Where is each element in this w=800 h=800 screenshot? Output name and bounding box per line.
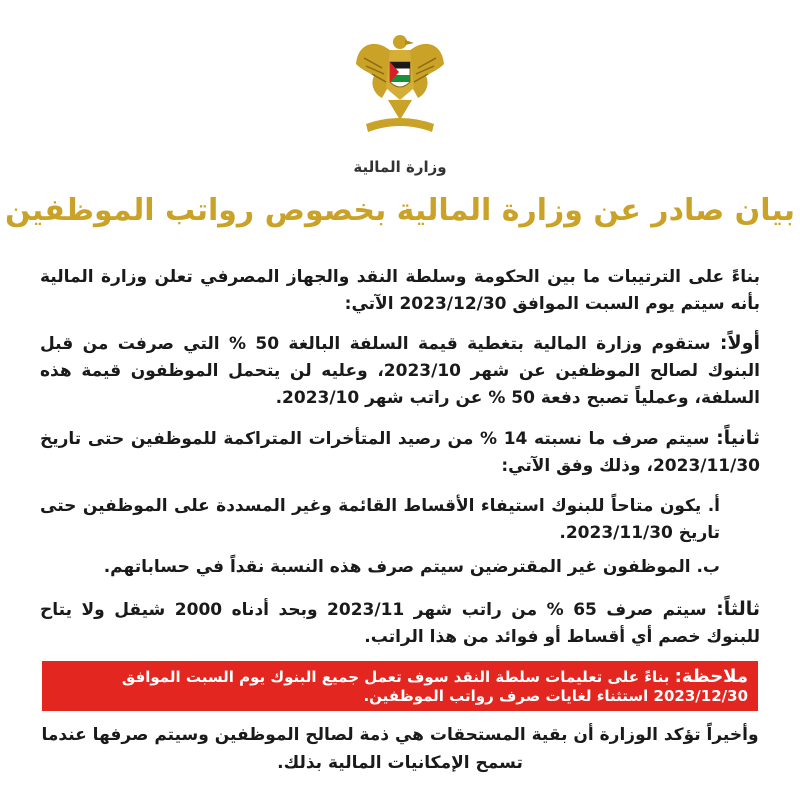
second-point [40, 425, 760, 480]
intro-text: بناءً على الترتيبات ما بين الحكومة وسلطة النقد والجهاز المصرفي تعلن وزارة المالية بأنه سيتم يوم السبت الموافق 2023/12/30 الآتي: [40, 267, 760, 314]
note-label: ملاحظة: [674, 666, 748, 687]
ministry-name: وزارة المالية [353, 158, 447, 176]
second-point-item-a: أ. يكون متاحاً للبنوك استيفاء الأقساط القائمة وغير المسددة على الموظفين حتى تاريخ 2023/11/30. [40, 496, 720, 543]
first-point [40, 330, 760, 412]
note-banner [42, 661, 758, 711]
second-point-item-b: ب. الموظفون غير المقترضين سيتم صرف هذه النسبة نقداً في حساباتهم. [103, 557, 720, 577]
palestinian-eagle-emblem-icon [352, 28, 448, 148]
third-point-label: ثالثاً: [716, 598, 760, 620]
second-point-text: سيتم صرف ما نسبته 14 % من رصيد المتأخرات المتراكمة للموظفين حتى تاريخ 2023/11/30، وذلك وفق الآتي: [40, 429, 760, 476]
second-point-label: ثانياً: [716, 427, 760, 449]
intro-paragraph [40, 264, 760, 318]
note-text: بناءً على تعليمات سلطة النقد سوف تعمل جميع البنوك يوم السبت الموافق 2023/12/30 استثناء لغايات صرف رواتب الموظفين. [121, 668, 748, 705]
third-point [40, 596, 760, 651]
page-title: بيان صادر عن وزارة المالية بخصوص رواتب الموظفين [4, 193, 796, 228]
first-point-label: أولاً: [719, 332, 760, 354]
closing-paragraph: وأخيراً تؤكد الوزارة أن بقية المستحقات هي ذمة لصالح الموظفين وسيتم صرفها عندما تسمح الإمكانيات المالية بذلك. [41, 725, 759, 773]
third-point-text: سيتم صرف 65 % من راتب شهر 2023/11 وبحد أدناه 2000 شيقل ولا يتاح للبنوك خصم أي أقساط أو فوائد من هذا الراتب. [40, 600, 760, 647]
first-point-text: ستقوم وزارة المالية بتغطية قيمة السلفة البالغة 50 % التي صرفت من قبل البنوك لصالح الموظفين عن شهر 2023/10، وعليه لن يتحمل الموظفون قيمة هذه السلفة، وعملياً تصبح دفعة 50 % عن راتب شهر 2023/10. [40, 334, 760, 408]
